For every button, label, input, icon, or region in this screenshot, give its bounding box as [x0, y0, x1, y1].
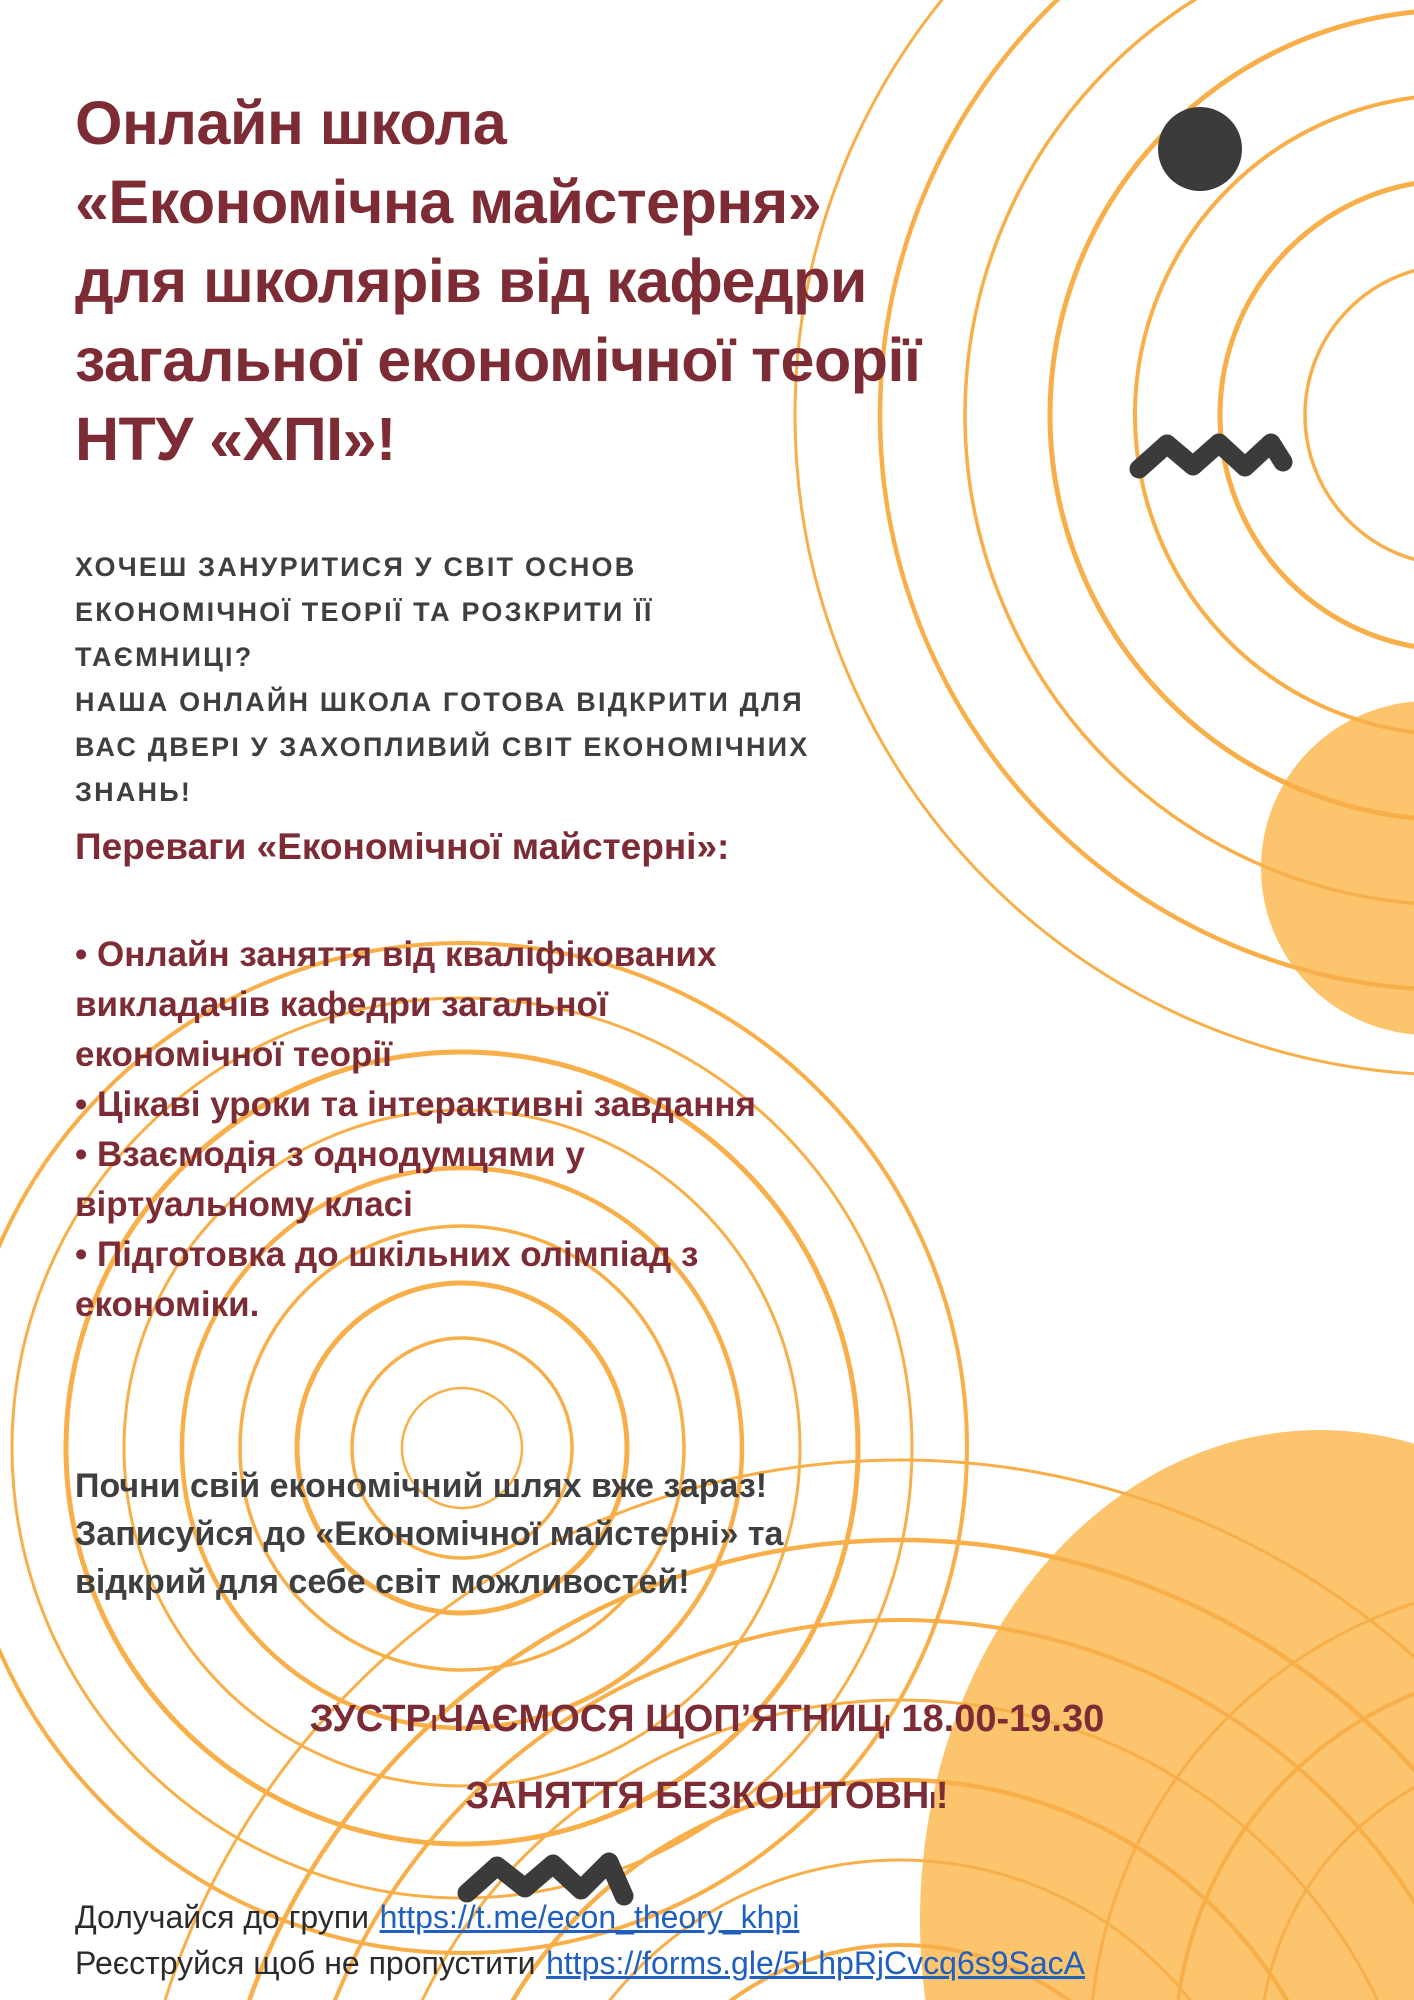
title-line: НТУ «ХПІ»!: [75, 405, 396, 473]
register-line: [75, 1940, 1375, 1986]
benefit-line: • Взаємодія з однодумцями у: [75, 1135, 585, 1174]
join-group-label: Долучайся до групи: [75, 1899, 370, 1935]
title-line: для школярів від кафедри: [75, 247, 867, 315]
footer-links: [75, 1894, 1375, 1986]
intro-line: НАША ОНЛАЙН ШКОЛА ГОТОВА ВІДКРИТИ ДЛЯ: [75, 687, 804, 717]
benefit-line: економіки.: [75, 1285, 260, 1324]
cta-line: Записуйся до «Економічної майстерні» та: [75, 1515, 784, 1553]
benefit-line: • Підготовка до шкільних олімпіад з: [75, 1235, 699, 1274]
schedule-time: ЗУСТРІЧАЄМОСЯ ЩОП’ЯТНИЦІ 18.00-19.30: [309, 1698, 1105, 1740]
intro-line: ХОЧЕШ ЗАНУРИТИСЯ У СВІТ ОСНОВ: [75, 552, 637, 582]
call-to-action: [75, 1462, 975, 1606]
benefits-heading: Переваги «Економічної майстерні»:: [75, 826, 730, 867]
intro-text: [75, 545, 975, 815]
intro-line: ВАС ДВЕРІ У ЗАХОПЛИВИЙ СВІТ ЕКОНОМІЧНИХ: [75, 732, 810, 762]
title-line: Онлайн школа: [75, 89, 507, 157]
register-label: Реєструйся щоб не пропустити: [75, 1945, 536, 1981]
benefit-line: • Цікаві уроки та інтерактивні завдання: [75, 1085, 756, 1124]
intro-line: ТАЄМНИЦІ?: [75, 642, 254, 672]
intro-line: ЕКОНОМІЧНОЇ ТЕОРІЇ ТА РОЗКРИТИ ЇЇ: [75, 597, 654, 627]
benefit-line: викладачів кафедри загальної: [75, 985, 608, 1024]
cta-line: відкрий для себе світ можливостей!: [75, 1563, 690, 1601]
cta-line: Почни свій економічний шлях вже зараз!: [75, 1467, 768, 1505]
poster-title: [75, 84, 1175, 479]
register-form-link[interactable]: https://forms.gle/5LhpRjCvcq6s9SacA: [546, 1945, 1086, 1981]
schedule-free: ЗАНЯТТЯ БЕЗКОШТОВНІ!: [465, 1775, 949, 1817]
title-line: загальної економічної теорії: [75, 326, 921, 394]
benefit-line: віртуальному класі: [75, 1185, 413, 1224]
benefits-list: [75, 930, 975, 1330]
join-group-line: [75, 1894, 1375, 1940]
intro-line: ЗНАНЬ!: [75, 777, 193, 807]
telegram-group-link[interactable]: https://t.me/econ_theory_khpi: [379, 1899, 800, 1935]
title-line: «Економічна майстерня»: [75, 168, 822, 236]
benefit-line: економічної теорії: [75, 1035, 392, 1074]
benefit-line: • Онлайн заняття від кваліфікованих: [75, 935, 717, 974]
